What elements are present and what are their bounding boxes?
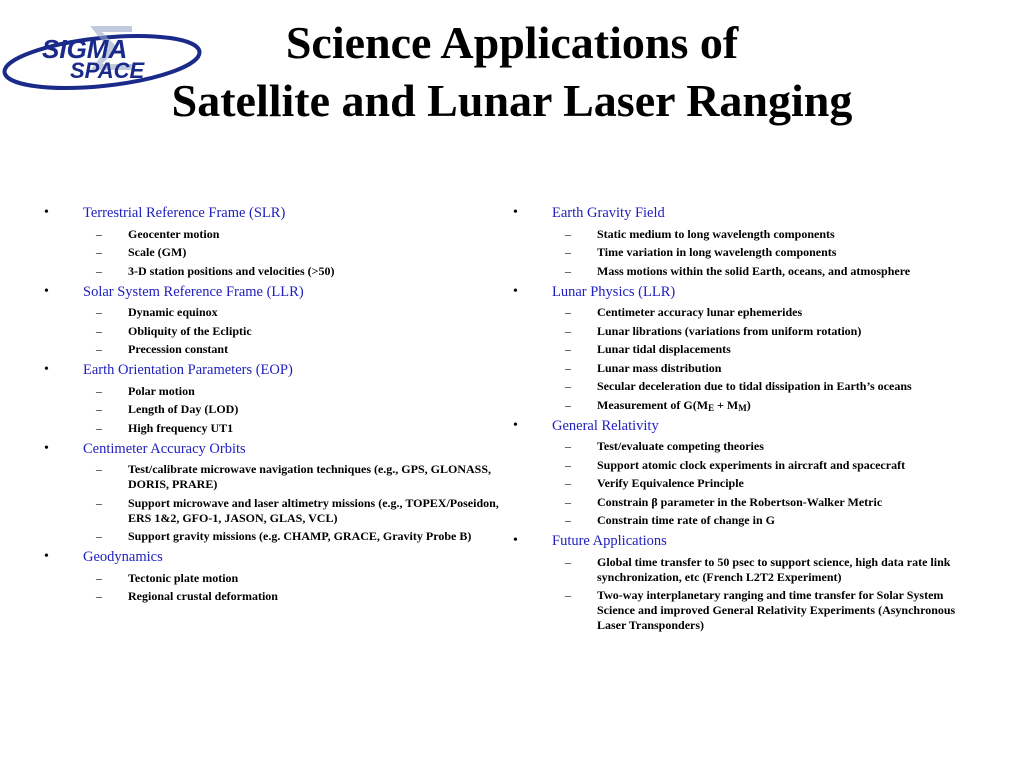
- sub-item: [83, 402, 499, 417]
- sub-marker: –: [96, 323, 102, 338]
- sub-item-text: Lunar mass distribution: [597, 360, 722, 375]
- bullet-marker: •: [513, 533, 518, 548]
- bullet-marker: •: [44, 549, 49, 564]
- sub-item-text: Polar motion: [128, 383, 195, 398]
- sub-item: [83, 529, 499, 544]
- sub-item-text: Static medium to long wavelength components: [597, 226, 835, 241]
- bullet-label: Solar System Reference Frame (LLR): [83, 283, 304, 300]
- sub-list: [83, 462, 499, 544]
- sub-marker: –: [565, 439, 571, 453]
- sub-item-text: Dynamic equinox: [128, 305, 218, 319]
- sub-marker: –: [565, 226, 571, 241]
- sub-marker: –: [96, 589, 102, 603]
- bullet-marker: •: [513, 283, 518, 299]
- sub-item: [552, 361, 983, 376]
- sub-item: [552, 458, 983, 473]
- sub-item: [552, 245, 983, 260]
- sub-marker: –: [96, 263, 102, 278]
- sub-list: [552, 439, 983, 528]
- sub-item: [552, 555, 983, 585]
- sub-item-text: Mass motions within the solid Earth, oceans, and atmosphere: [597, 263, 911, 278]
- sub-item: [83, 227, 499, 242]
- sub-item-text: Constrain time rate of change in G: [597, 513, 775, 527]
- bullet-item: [44, 282, 499, 358]
- bullet-marker: •: [513, 417, 518, 433]
- sub-marker: –: [565, 379, 571, 393]
- sub-list: [83, 305, 499, 357]
- sub-item: [83, 421, 499, 436]
- bullet-label: Centimeter Accuracy Orbits: [83, 440, 246, 457]
- sub-marker: –: [565, 342, 571, 356]
- sub-item: [83, 384, 499, 399]
- sub-item: [552, 379, 983, 394]
- sub-item: [83, 589, 499, 604]
- sub-item-text: Time variation in long wavelength components: [597, 245, 837, 259]
- text-run: ): [746, 397, 751, 412]
- bullet-item: [513, 203, 983, 279]
- left-column: [44, 200, 499, 604]
- slide-title: [60, 14, 964, 130]
- sub-item-text: Centimeter accuracy lunar ephemerides: [597, 305, 803, 319]
- bullet-marker: •: [513, 205, 518, 220]
- sub-item: [552, 305, 983, 320]
- sub-item-text: Lunar librations (variations from uniform rotation): [597, 323, 862, 338]
- sub-list: [552, 227, 983, 279]
- sub-item-text: Verify Equivalence Principle: [597, 476, 744, 490]
- right-column: [513, 200, 983, 633]
- sub-marker: –: [96, 402, 102, 416]
- sub-item-text: Precession constant: [128, 342, 229, 356]
- sub-item-text: 3-D station positions and velocities (>50): [128, 263, 335, 278]
- sub-marker: –: [565, 305, 571, 319]
- logo-text-space: SPACE: [70, 58, 145, 83]
- sub-item-text: Two-way interplanetary ranging and time transfer for Solar System Science and improved General Relativity Experiments (Asynchronous Laser Transponders): [597, 588, 956, 632]
- logo-text-sigma: SIGMA: [42, 34, 128, 64]
- sub-item: [552, 342, 983, 357]
- sub-item-text: Scale (GM): [128, 245, 187, 259]
- sub-marker: –: [565, 554, 571, 569]
- sub-list: [83, 571, 499, 605]
- sub-list: [83, 227, 499, 279]
- sub-marker: –: [96, 245, 102, 259]
- sub-item: [552, 513, 983, 528]
- sub-item: [83, 571, 499, 586]
- bullet-item: [44, 547, 499, 604]
- bullet-marker: •: [44, 283, 49, 299]
- sub-item-text: [597, 398, 983, 413]
- text-run: + M: [714, 397, 739, 412]
- bullet-item: [513, 531, 983, 633]
- sub-marker: –: [96, 462, 102, 476]
- bullet-label: Earth Gravity Field: [552, 205, 665, 221]
- sub-item: [552, 398, 983, 413]
- sub-marker: –: [565, 263, 571, 278]
- sub-item-text: Lunar tidal displacements: [597, 342, 731, 356]
- sub-marker: –: [565, 476, 571, 490]
- sub-item: [83, 342, 499, 357]
- sub-marker: –: [96, 342, 102, 356]
- sub-marker: –: [565, 457, 571, 472]
- sub-marker: –: [565, 323, 571, 338]
- sub-item: [83, 305, 499, 320]
- bullet-label: General Relativity: [552, 417, 659, 434]
- sub-marker: –: [565, 588, 571, 602]
- sub-marker: –: [96, 226, 102, 241]
- sub-item-text: Support gravity missions (e.g. CHAMP, GRACE, Gravity Probe B): [128, 529, 472, 543]
- bullet-item: [44, 439, 499, 545]
- sub-item: [552, 588, 983, 633]
- sub-marker: –: [96, 529, 102, 543]
- bullet-marker: •: [44, 440, 49, 456]
- bullet-item: [513, 416, 983, 529]
- sub-marker: –: [565, 494, 571, 509]
- sub-item-text: Tectonic plate motion: [128, 570, 239, 585]
- subscript: M: [738, 402, 747, 413]
- sub-list: [83, 384, 499, 436]
- bullet-item: [513, 282, 983, 413]
- bullet-label: Terrestrial Reference Frame (SLR): [83, 205, 286, 221]
- sub-item-text: Geocenter motion: [128, 226, 220, 241]
- text-run: Measurement of G(M: [597, 397, 709, 412]
- sub-item-text: Length of Day (LOD): [128, 402, 239, 416]
- sub-item: [552, 227, 983, 242]
- sub-item-text: Test/calibrate microwave navigation techniques (e.g., GPS, GLONASS, DORIS, PRARE): [128, 462, 491, 491]
- sub-marker: –: [565, 513, 571, 527]
- bullet-label: Earth Orientation Parameters (EOP): [83, 362, 293, 378]
- sub-marker: –: [96, 383, 102, 398]
- sub-item: [552, 495, 983, 510]
- sub-marker: –: [96, 495, 102, 510]
- subscript: E: [708, 402, 715, 413]
- bullet-marker: •: [44, 362, 49, 377]
- sub-item: [83, 264, 499, 279]
- bullet-marker: •: [44, 205, 49, 220]
- sub-item: [552, 476, 983, 491]
- sub-item: [83, 462, 499, 492]
- bullet-label: Geodynamics: [83, 549, 163, 565]
- sub-item: [552, 439, 983, 454]
- slide-title-line-2: Satellite and Lunar Laser Ranging: [171, 75, 853, 126]
- sub-marker: –: [96, 570, 102, 585]
- slide-title-line-1: Science Applications of: [285, 17, 739, 68]
- bullet-label: Future Applications: [552, 533, 667, 549]
- sub-item-text: Global time transfer to 50 psec to support science, high data rate link synchronization, etc (French L2T2 Experiment): [597, 554, 951, 584]
- bullet-item: [44, 360, 499, 436]
- sub-item-text: Obliquity of the Ecliptic: [128, 323, 252, 338]
- bullet-label: Lunar Physics (LLR): [552, 283, 676, 300]
- sub-marker: –: [565, 245, 571, 259]
- sub-item: [83, 324, 499, 339]
- sub-item-text: Secular deceleration due to tidal dissipation in Earth’s oceans: [597, 379, 912, 393]
- sub-item-text: Support atomic clock experiments in aircraft and spacecraft: [597, 457, 906, 472]
- sub-list: [552, 305, 983, 413]
- sub-item: [83, 245, 499, 260]
- sub-item-text: High frequency UT1: [128, 420, 234, 435]
- sub-marker: –: [565, 397, 571, 412]
- sub-item-text: Regional crustal deformation: [128, 589, 278, 603]
- sub-item: [83, 496, 499, 526]
- sub-marker: –: [565, 360, 571, 375]
- sub-marker: –: [96, 305, 102, 319]
- sub-list: [552, 555, 983, 634]
- sub-item: [552, 264, 983, 279]
- sub-item-text: Support microwave and laser altimetry missions (e.g., TOPEX/Poseidon, ERS 1&2, GFO-1, JASON, GLAS, VCL): [128, 495, 499, 525]
- sub-item: [552, 324, 983, 339]
- sub-item-text: Constrain β parameter in the Robertson-Walker Metric: [597, 494, 883, 509]
- bullet-item: [44, 203, 499, 279]
- sub-marker: –: [96, 420, 102, 435]
- sub-item-text: Test/evaluate competing theories: [597, 439, 764, 453]
